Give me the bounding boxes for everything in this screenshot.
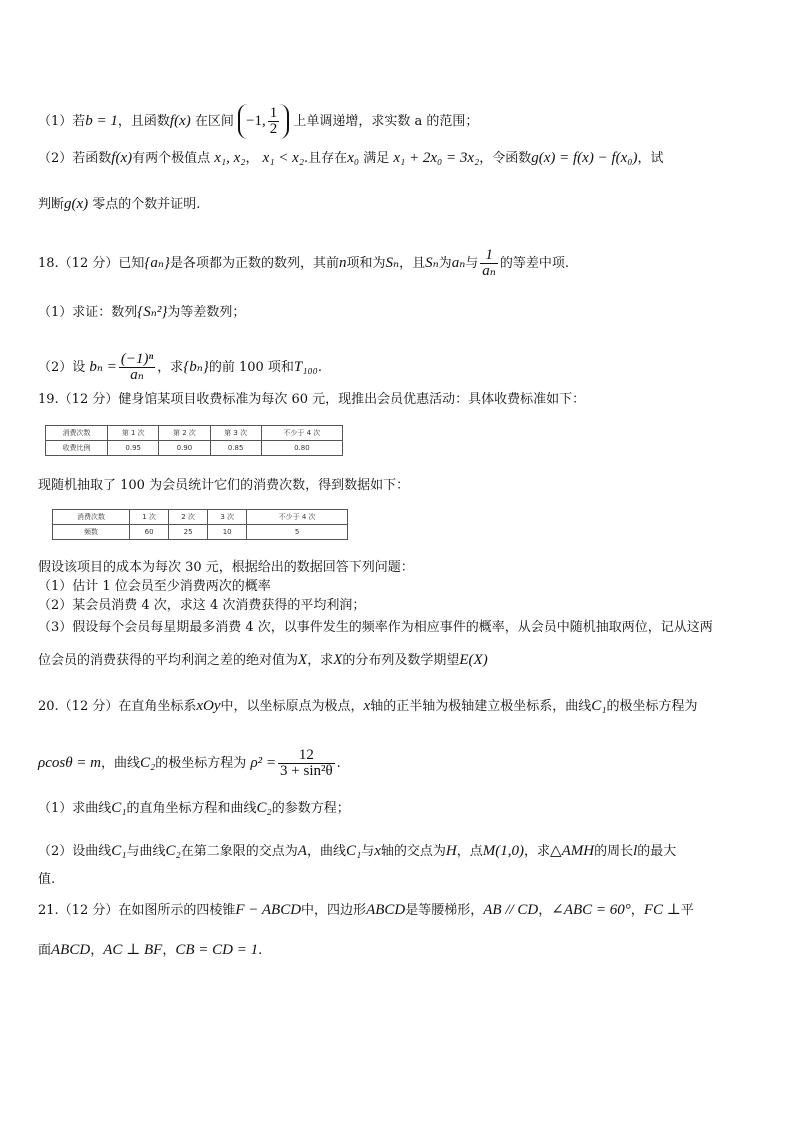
table-cell: 不少于 4 次 <box>261 426 342 441</box>
p19-line3: 假设该项目的成本为每次 30 元，根据给出的数据回答下列问题： <box>38 560 414 575</box>
p18-head: 18.（12 分）已知{aₙ}是各项都为正数的数列，其前n项和为Sₙ，且Sₙ为aₙ与 $\frac{1}{\text{aₙ}}$ 的等差中项. <box>38 247 570 279</box>
table-cell: 0.90 <box>159 441 210 456</box>
p17-q1: （1）若b = 1，且函数f(x) 在区间 −1, $\frac{1}{2}$ 上单调递增，求实数 a 的范围； <box>38 105 479 137</box>
table-row <box>53 510 348 525</box>
frequency-table <box>52 509 348 540</box>
table-cell: 25 <box>169 525 208 540</box>
row-header-cell: 收费比例 <box>46 441 108 456</box>
p19-line2: 现随机抽取了 100 为会员统计它们的消费次数，得到数据如下： <box>38 478 410 493</box>
p17-q2: （2）若函数f(x)有两个极值点 x₁, x₂， x₁ < x₂.且存在x₀ 满足 x₁ + 2x₀ = 3x₂，令函数g(x) = f(x) − f(x₀)，试 <box>38 150 664 166</box>
p19-q2: （2）某会员消费 4 次，求这 4 次消费获得的平均利润； <box>38 598 366 613</box>
table-cell: 2 次 <box>169 510 208 525</box>
p21-line2: 面ABCD，AC ⊥ BF，CB = CD = 1. <box>38 942 263 958</box>
table-cell: 第 1 次 <box>108 426 159 441</box>
table-cell: 0.95 <box>108 441 159 456</box>
table-row <box>46 426 343 441</box>
table-cell: 3 次 <box>208 510 247 525</box>
p19-q3-cont: 位会员的消费获得的平均利润之差的绝对值为X，求X的分布列及数学期望E(X) <box>38 652 488 668</box>
p20-head: 20.（12 分）在直角坐标系xOy中，以坐标原点为极点，x轴的正半轴为极轴建立极坐标系，曲线C₁的极坐标方程为 <box>38 698 698 714</box>
p19-q3: （3）假设每个会员每星期最多消费 4 次，以事件发生的频率作为相应事件的概率，从会员中随机抽取两位，记从这两 <box>38 620 713 635</box>
p21-head: 21.（12 分）在如图所示的四棱锥F − ABCD中，四边形ABCD是等腰梯形，AB // CD，∠ABC = 60°，FC ⊥平 <box>38 902 694 918</box>
row-header-cell: 频数 <box>53 525 130 540</box>
table-cell: 0.80 <box>261 441 342 456</box>
p20-q2: （2）设曲线C₁与曲线C₂在第二象限的交点为A，曲线C₁与x轴的交点为H，点M(1,0)，求△AMH的周长l的最大 <box>38 843 677 859</box>
table-cell: 5 <box>247 525 348 540</box>
table-cell: 不少于 4 次 <box>247 510 348 525</box>
p20-eq: ρcosθ = m，曲线C₂的极坐标方程为 ρ² = $\frac{12}{\text{3 + sin²θ}}$ . <box>38 747 341 779</box>
p17-q2-cont: 判断g(x) 零点的个数并证明. <box>38 196 201 212</box>
table-cell: 1 次 <box>130 510 169 525</box>
p19-q1: （1）估计 1 位会员至少消费两次的概率 <box>38 579 271 594</box>
p18-q2: （2）设 bₙ = $\frac{\text{(−1)ⁿ}}{\text{aₙ}}$ ，求{bₙ}的前 100 项和T₁₀₀. <box>38 351 323 383</box>
p20-q2-cont: 值. <box>38 872 56 887</box>
fee-table <box>45 425 343 456</box>
table-cell: 10 <box>208 525 247 540</box>
row-header-cell: 消费次数 <box>46 426 108 441</box>
table-cell: 0.85 <box>210 441 261 456</box>
interval: −1, $\frac{1}{2}$ <box>238 104 289 139</box>
table-cell: 第 3 次 <box>210 426 261 441</box>
table-cell: 第 2 次 <box>159 426 210 441</box>
row-header-cell: 消费次数 <box>53 510 130 525</box>
table-cell: 60 <box>130 525 169 540</box>
table-row <box>46 441 343 456</box>
p19-head: 19.（12 分）健身馆某项目收费标准为每次 60 元，现推出会员优惠活动：具体收费标准如下： <box>38 392 586 407</box>
p18-q1: （1）求证：数列{Sₙ²}为等差数列； <box>38 304 246 320</box>
p20-q1: （1）求曲线C₁的直角坐标方程和曲线C₂的参数方程； <box>38 800 350 816</box>
table-row <box>53 525 348 540</box>
